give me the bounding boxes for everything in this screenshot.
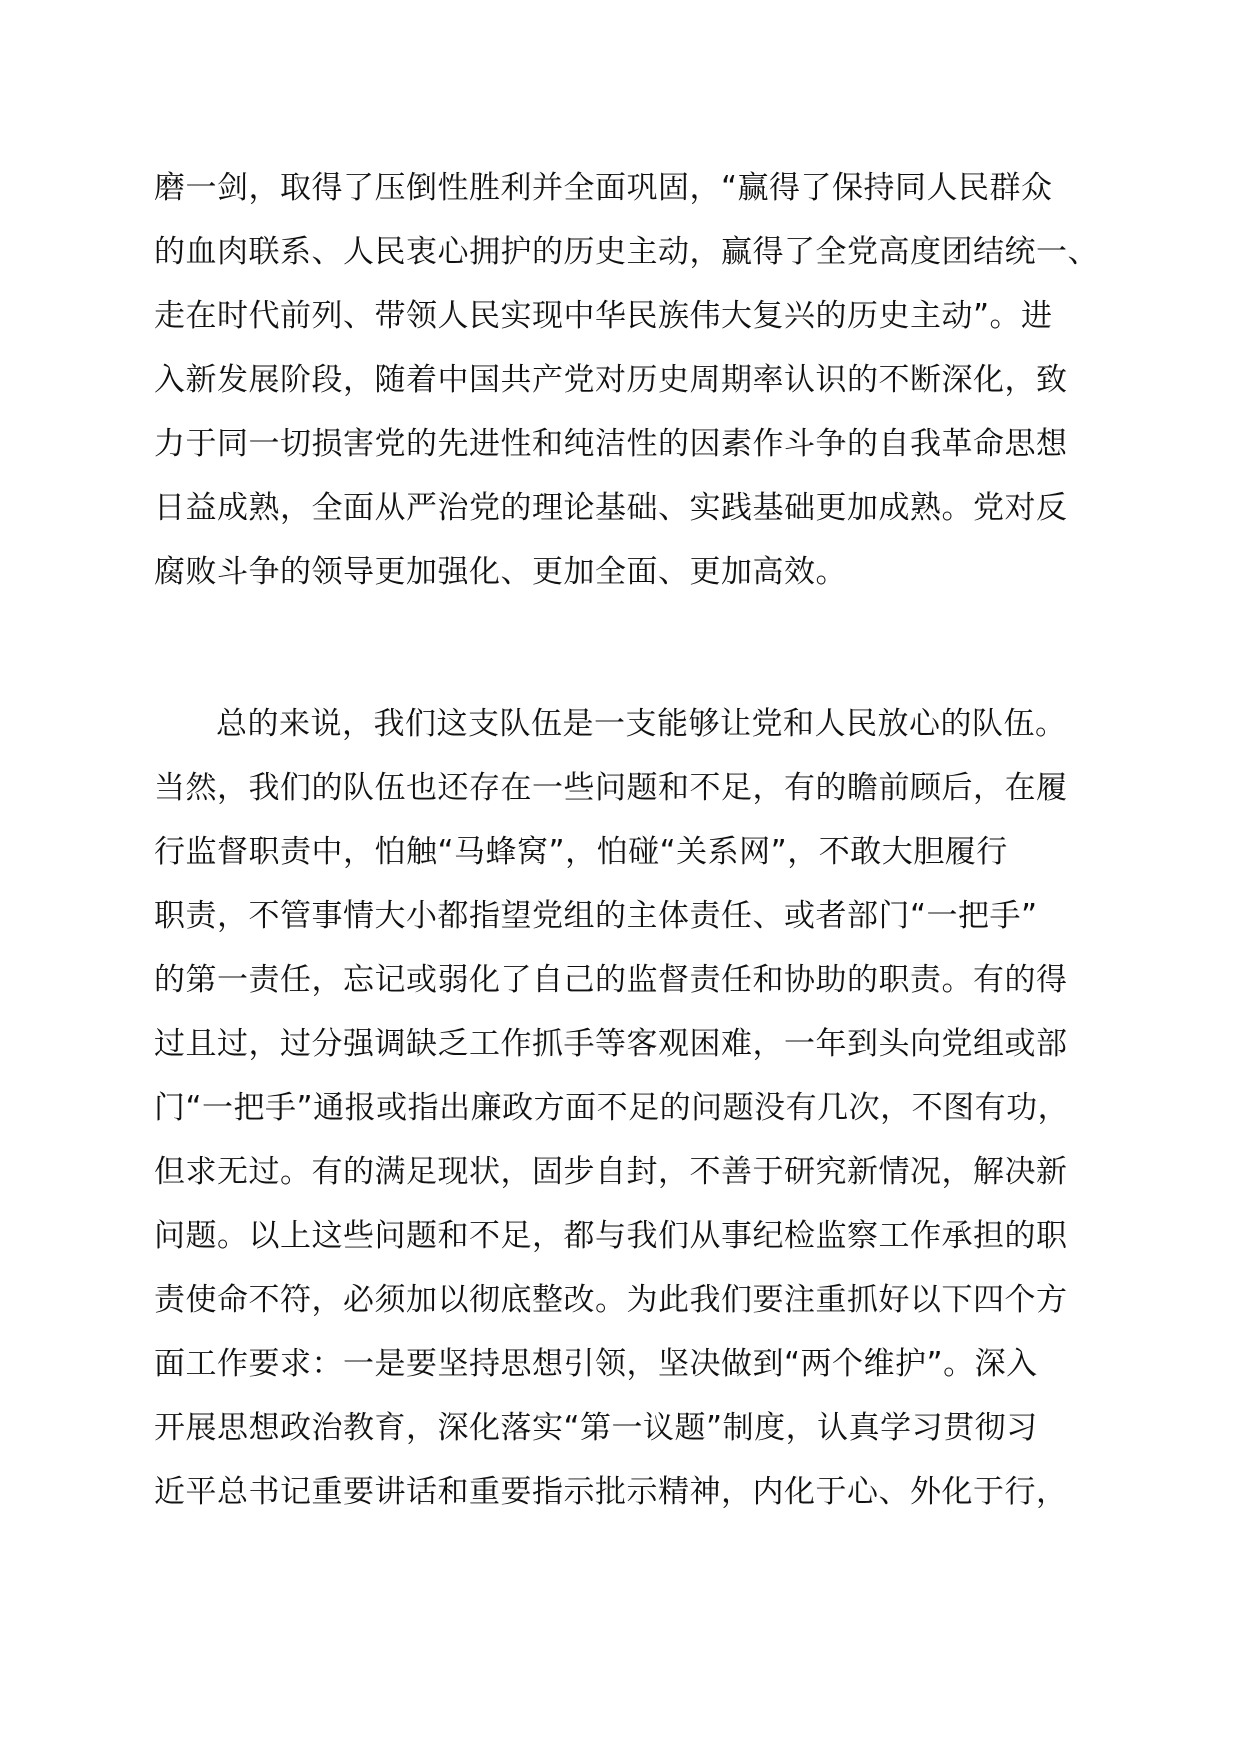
text-line: 过且过，过分强调缺乏工作抓手等客观困难，一年到头向党组或部 [154,1026,1068,1062]
text-line: 的血肉联系、人民衷心拥护的历史主动，赢得了全党高度团结统一、 [154,234,1099,270]
text-line: 磨一剑，取得了压倒性胜利并全面巩固，“赢得了保持同人民群众 [154,170,1053,206]
text-line: 开展思想政治教育，深化落实“第一议题”制度，认真学习贯彻习 [154,1410,1038,1446]
text-line: 当然，我们的队伍也还存在一些问题和不足，有的瞻前顾后，在履 [154,770,1068,806]
text-line: 力于同一切损害党的先进性和纯洁性的因素作斗争的自我革命思想 [154,426,1068,462]
text-line: 行监督职责中，怕触“马蜂窝”，怕碰“关系网”，不敢大胆履行 [154,834,1008,870]
text-line: 入新发展阶段，随着中国共产党对历史周期率认识的不断深化，致 [154,362,1068,398]
text-line: 腐败斗争的领导更加强化、更加全面、更加高效。 [154,554,847,590]
text-line: 但求无过。有的满足现状，固步自封，不善于研究新情况，解决新 [154,1154,1068,1190]
text-line: 面工作要求：一是要坚持思想引领，坚决做到“两个维护”。深入 [154,1346,1038,1382]
text-line: 问题。以上这些问题和不足，都与我们从事纪检监察工作承担的职 [154,1218,1068,1254]
text-line: 的第一责任，忘记或弱化了自己的监督责任和协助的职责。有的得 [154,962,1068,998]
text-line: 责使命不符，必须加以彻底整改。为此我们要注重抓好以下四个方 [154,1282,1068,1318]
text-line: 走在时代前列、带领人民实现中华民族伟大复兴的历史主动”。进 [154,298,1053,334]
text-line: 近平总书记重要讲话和重要指示批示精神，内化于心、外化于行， [154,1474,1068,1510]
text-line: 总的来说，我们这支队伍是一支能够让党和人民放心的队伍。 [216,706,1067,742]
text-line: 日益成熟，全面从严治党的理论基础、实践基础更加成熟。党对反 [154,490,1068,526]
text-line: 职责，不管事情大小都指望党组的主体责任、或者部门“一把手” [154,898,1038,934]
text-line: 门“一把手”通报或指出廉政方面不足的问题没有几次，不图有功， [154,1090,1070,1126]
